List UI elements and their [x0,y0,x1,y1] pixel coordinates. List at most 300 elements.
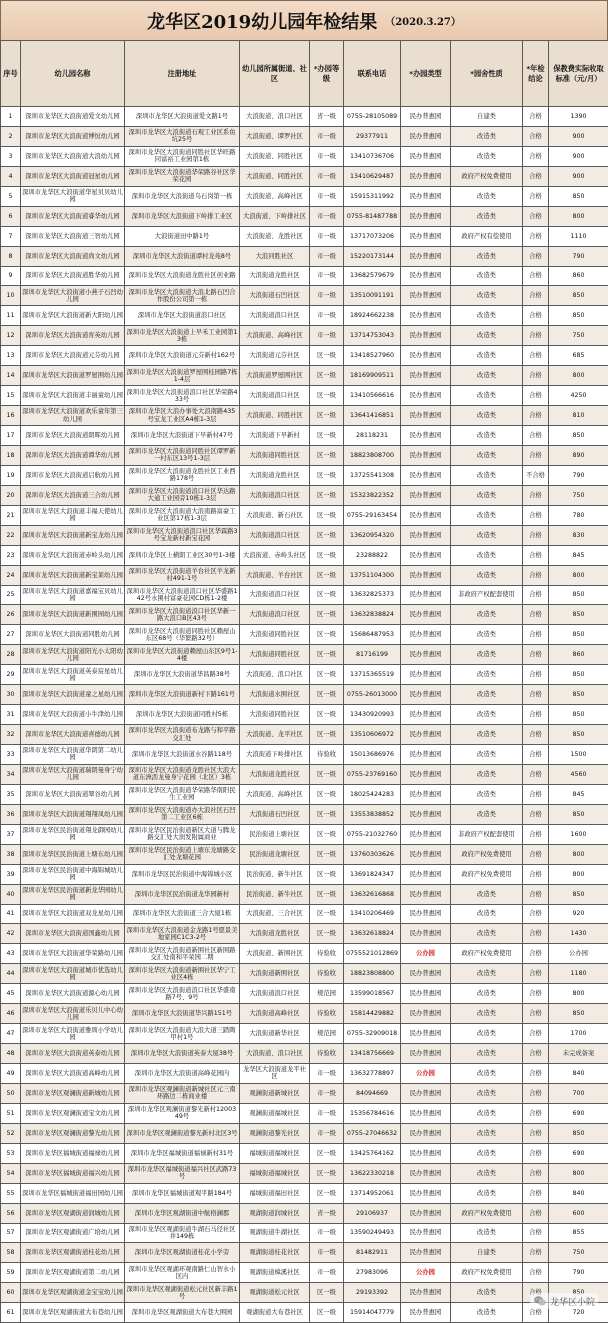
cell-type: 民办普惠园 [401,745,451,765]
cell-index: 18 [1,445,21,465]
cell-level: 区一级 [310,804,344,824]
cell-result: 合格 [523,924,549,944]
cell-street-community: 大浪街道新围社区 [240,964,310,984]
cell-street-community: 大浪街道、下岭排社区 [240,206,310,226]
cell-index: 36 [1,804,21,824]
table-row [1,1004,608,1024]
cell-address: 深圳市龙华区大浪街道浪口社区 [125,306,240,326]
cell-kindergarten-name: 深圳市龙华区大浪街道翠谷幼儿园 [21,784,125,804]
cell-fee: 1600 [549,824,608,844]
cell-phone: 13425764162 [344,1143,401,1163]
cell-type: 民办普惠园 [401,904,451,924]
cell-index: 53 [1,1143,21,1163]
cell-index: 21 [1,505,21,525]
cell-property: 改造类 [451,904,523,924]
cell-street-community: 大浪街道、同胜社区 [240,146,310,166]
cell-kindergarten-name: 深圳市龙华区大浪街道小燕子石凹幼儿园 [21,286,125,306]
cell-property: 改造类 [451,804,523,824]
cell-kindergarten-name: 深圳市龙华区大浪街道新围园幼儿园 [21,605,125,625]
cell-type: 民办普惠园 [401,984,451,1004]
cell-street-community: 大浪街道、谭罗社区 [240,126,310,146]
cell-index: 14 [1,366,21,386]
cell-street-community: 大浪街道石凹社区 [240,286,310,306]
cell-level: 市一级 [310,226,344,246]
cell-property: 改造类 [451,1163,523,1183]
cell-phone: 13632825373 [344,585,401,605]
cell-index: 10 [1,286,21,306]
cell-index: 25 [1,585,21,605]
cell-phone: 13714952061 [344,1183,401,1203]
cell-property: 政府产权有偿使用 [451,226,523,246]
cell-property: 改造类 [451,745,523,765]
cell-address: 深圳市龙华区大浪街道赖屋山东区9号1-4楼 [125,645,240,665]
cell-address: 深圳市龙华区民治街道龙华园新村 [125,884,240,904]
cell-street-community: 大浪街道浪口社区 [240,984,310,1004]
table-row [1,585,608,605]
cell-kindergarten-name: 深圳市龙华区民治街道中海锦城幼儿园 [21,864,125,884]
cell-level: 待验收 [310,1044,344,1064]
cell-index: 51 [1,1103,21,1123]
cell-kindergarten-name: 深圳市龙华区观澜街道新城幼儿园 [21,1083,125,1103]
cell-street-community: 大浪街道浪口社区 [240,485,310,505]
cell-street-community: 观湖街道桂花社区 [240,1243,310,1263]
cell-level: 区一级 [310,705,344,725]
cell-kindergarten-name: 深圳市龙华区大浪街道育英幼儿园 [21,326,125,346]
table-row [1,386,608,406]
cell-street-community: 民治街道、新牛社区 [240,884,310,904]
cell-kindergarten-name: 深圳市龙华区观湖街道润城幼儿园 [21,1203,125,1223]
cell-level: 市一级 [310,246,344,266]
cell-kindergarten-name: 深圳市龙华区观湖街道大布巷幼儿园 [21,1303,125,1323]
cell-kindergarten-name: 深圳市龙华区大浪街道高峰幼儿园 [21,1064,125,1084]
cell-phone: 13590249493 [344,1223,401,1243]
cell-phone: 13410206469 [344,904,401,924]
cell-fee: 850 [549,186,608,206]
cell-street-community: 观澜街道黎光社区 [240,1123,310,1143]
cell-fee: 700 [549,1083,608,1103]
cell-fee: 850 [549,625,608,645]
cell-fee: 850 [549,286,608,306]
cell-kindergarten-name: 深圳市龙华区观湖街道第二幼儿园 [21,1263,125,1283]
cell-fee: 750 [549,1243,608,1263]
cell-street-community: 大浪街道龙胜社区 [240,465,310,485]
cell-kindergarten-name: 深圳市龙华区大浪街道启航幼儿园 [21,465,125,485]
cell-result: 合格 [523,625,549,645]
cell-phone: 13632778897 [344,1064,401,1084]
cell-index: 39 [1,864,21,884]
cell-street-community: 大浪街道同胜社区 [240,445,310,465]
cell-fee: 840 [549,1064,608,1084]
cell-level: 省一级 [310,1203,344,1223]
cell-index: 52 [1,1123,21,1143]
cell-property: 改造类 [451,984,523,1004]
table-row [1,964,608,984]
cell-index: 41 [1,904,21,924]
cell-level: 市一级 [310,266,344,286]
cell-fee: 800 [549,366,608,386]
cell-property: 政府产权免费使用 [451,166,523,186]
cell-fee: 750 [549,485,608,505]
cell-type: 民办普惠园 [401,1303,451,1323]
cell-type: 民办普惠园 [401,1183,451,1203]
cell-address: 深圳市龙华区大浪街道新围社区华宁工业区4栋 [125,964,240,984]
cell-result: 合格 [523,864,549,884]
cell-level: 市一级 [310,326,344,346]
cell-street-community: 大浪同胜社区 [240,246,310,266]
cell-phone: 15914047779 [344,1303,401,1323]
cell-type: 民办普惠园 [401,1004,451,1024]
cell-index: 43 [1,944,21,964]
cell-fee: 850 [549,685,608,705]
cell-phone: 13751104300 [344,565,401,585]
cell-address: 深圳市龙华区大浪街道布龙路与和平路交汇处 [125,725,240,745]
publish-date: （2020.3.27） [385,13,461,28]
cell-property: 改造类 [451,346,523,366]
cell-property: 改造类 [451,266,523,286]
cell-result: 合格 [523,1044,549,1064]
table-row [1,346,608,366]
cell-level: 待验收 [310,944,344,964]
table-row [1,1243,608,1263]
cell-fee: 800 [549,1163,608,1183]
cell-result: 合格 [523,1004,549,1024]
cell-level: 区一级 [310,465,344,485]
cell-phone: 13510091191 [344,286,401,306]
cell-address: 深圳市龙华区大浪街道下早新村47号 [125,426,240,446]
cell-level: 待验收 [310,745,344,765]
cell-kindergarten-name: 深圳市龙华区大浪街道新大阳幼儿园 [21,306,125,326]
cell-fee: 900 [549,126,608,146]
table-row [1,665,608,685]
cell-street-community: 民治街道上塘社区 [240,824,310,844]
cell-index: 3 [1,146,21,166]
cell-index: 16 [1,406,21,426]
cell-index: 5 [1,186,21,206]
cell-result: 合格 [523,226,549,246]
cell-type: 民办普惠园 [401,107,451,127]
cell-kindergarten-name: 深圳市龙华区大浪街道谭华幼儿园 [21,445,125,465]
cell-result: 合格 [523,964,549,984]
header-type: *办园类型 [401,41,451,107]
cell-address: 深圳市龙华区大浪街道浪口社区华盛南路7号、9号 [125,984,240,1004]
cell-type: 民办普惠园 [401,565,451,585]
cell-street-community: 福城街道福田社区 [240,1183,310,1203]
cell-index: 37 [1,824,21,844]
cell-property: 改造类 [451,286,523,306]
cell-phone: 29193392 [344,1283,401,1303]
cell-address: 深圳市龙华区大浪街道元芬新村162号 [125,346,240,366]
table-row [1,1183,608,1203]
cell-result: 合格 [523,605,549,625]
cell-level: 市一级 [310,166,344,186]
cell-address: 深圳市龙华区大浪街道办大浪社区石凹第二工业区6栋 [125,804,240,824]
cell-kindergarten-name: 深圳市龙华区福城街道福禄幼儿园 [21,1143,125,1163]
cell-type: 民办普惠园 [401,1024,451,1044]
cell-phone: 0755-81487788 [344,206,401,226]
header-street-community: 幼儿园所属街道、社区 [240,41,310,107]
cell-fee: 850 [549,426,608,446]
cell-fee: 1390 [549,107,608,127]
cell-fee: 850 [549,605,608,625]
cell-street-community: 大浪街道龙胜社区 [240,924,310,944]
cell-type: 民办普惠园 [401,1203,451,1223]
cell-kindergarten-name: 深圳市龙华区福城街道福田园幼儿园 [21,1183,125,1203]
cell-result: 合格 [523,1243,549,1263]
cell-street-community: 大浪街道水围社区 [240,685,310,705]
cell-result: 合格 [523,426,549,446]
table-row [1,685,608,705]
cell-kindergarten-name: 深圳市龙华区大浪街道尚文幼儿园 [21,246,125,266]
cell-address: 深圳市龙华区民治街道新区大道与腾龙路交汇处大润发附属商业 [125,824,240,844]
cell-street-community: 观湖街道牛湖社区 [240,1223,310,1243]
cell-property: 改造类 [451,386,523,406]
cell-kindergarten-name: 深圳市龙华区大浪街道英泰幼儿园 [21,1044,125,1064]
cell-result: 合格 [523,784,549,804]
cell-fee: 1110 [549,226,608,246]
cell-kindergarten-name: 深圳市龙华区大浪街道国鑫幼儿园 [21,924,125,944]
cell-kindergarten-name: 深圳市龙华区大浪街道欢乐童年第三幼儿园 [21,406,125,426]
cell-result: 合格 [523,984,549,1004]
cell-level: 区一级 [310,545,344,565]
cell-level: 市一级 [310,126,344,146]
cell-property: 改造类 [451,605,523,625]
cell-address: 深圳市龙华区大浪街道龙胜社区创业路 [125,266,240,286]
cell-result: 合格 [523,1064,549,1084]
cell-address: 深圳市龙华区大浪街道浪口社区华荣路433号 [125,386,240,406]
cell-property: 改造类 [451,764,523,784]
cell-property: 改造类 [451,705,523,725]
cell-kindergarten-name: 深圳市龙华区大浪街道大浪幼儿园 [21,146,125,166]
cell-fee: 未完成备案 [549,1044,608,1064]
cell-kindergarten-name: 深圳市龙华区大浪街道阳光小太阳幼儿园 [21,645,125,665]
cell-type: 民办普惠园 [401,485,451,505]
cell-level: 区一级 [310,525,344,545]
cell-phone: 13691824347 [344,864,401,884]
cell-property: 改造类 [451,426,523,446]
cell-street-community: 大浪街道、高峰社区 [240,326,310,346]
cell-type: 民办普惠园 [401,445,451,465]
cell-property: 改造类 [451,1283,523,1303]
cell-kindergarten-name: 深圳市龙华区大浪街道赤岭头幼儿园 [21,545,125,565]
table-row [1,226,608,246]
cell-phone: 0755-21032760 [344,824,401,844]
cell-phone: 15814429882 [344,1004,401,1024]
cell-result: 合格 [523,764,549,784]
cell-kindergarten-name: 深圳市龙华区福城街道福兴幼儿园 [21,1163,125,1183]
cell-fee: 800 [549,565,608,585]
cell-street-community: 大浪街道浪口社区 [240,306,310,326]
cell-property: 改造类 [451,366,523,386]
cell-phone: 29377911 [344,126,401,146]
cell-fee: 855 [549,1223,608,1243]
cell-level: 区一级 [310,346,344,366]
cell-address: 深圳市龙华区大浪街道高峰花园内 [125,1064,240,1084]
cell-street-community: 观澜街道福城社区 [240,1103,310,1123]
cell-property: 改造类 [451,1143,523,1163]
cell-result: 合格 [523,186,549,206]
cell-result: 合格 [523,1083,549,1103]
cell-phone: 13717073206 [344,226,401,246]
cell-kindergarten-name: 深圳市龙华区大浪街道胜华幼儿园 [21,266,125,286]
cell-result: 合格 [523,1303,549,1323]
table-row [1,126,608,146]
cell-phone: 13410566616 [344,386,401,406]
cell-level: 市一级 [310,286,344,306]
cell-property: 改造类 [451,186,523,206]
header-name: 幼儿园名称 [21,41,125,107]
cell-level: 区一级 [310,585,344,605]
cell-street-community: 大浪街道、新石社区 [240,505,310,525]
table-row [1,804,608,824]
cell-property: 改造类 [451,1024,523,1044]
cell-street-community: 大浪街道浪口社区 [240,525,310,545]
cell-result: 合格 [523,1263,549,1283]
cell-address: 深圳市龙华区大浪街道华荣路谷社区华荣花园 [125,166,240,186]
cell-kindergarten-name: 深圳市龙华区大浪街道喜德幼儿园 [21,725,125,745]
cell-phone: 23288822 [344,545,401,565]
cell-address: 深圳市龙华区大浪办事处大浪南路435号宝龙工业区A4栋1-3层 [125,406,240,426]
cell-level: 市一级 [310,1064,344,1084]
cell-property: 政府产权免费使用 [451,844,523,864]
cell-type: 民办普惠园 [401,1243,451,1263]
cell-type: 民办普惠园 [401,924,451,944]
cell-type: 民办普惠园 [401,465,451,485]
table-row [1,485,608,505]
cell-type: 公办园 [401,1263,451,1283]
table-body [1,107,608,1323]
cell-property: 改造类 [451,326,523,346]
cell-address: 深圳市龙华区大浪街道爱文路1号 [125,107,240,127]
cell-level: 市一级 [310,186,344,206]
cell-result: 合格 [523,904,549,924]
table-row [1,166,608,186]
cell-result: 合格 [523,146,549,166]
cell-property: 自建类 [451,1243,523,1263]
table-row [1,246,608,266]
cell-fee: 4250 [549,386,608,406]
table-row [1,1143,608,1163]
cell-type: 民办普惠园 [401,426,451,446]
cell-fee: 850 [549,665,608,685]
table-row [1,645,608,665]
cell-result: 合格 [523,306,549,326]
cell-property: 自建类 [451,107,523,127]
cell-phone: 13760303626 [344,844,401,864]
cell-property: 改造类 [451,545,523,565]
cell-result: 合格 [523,445,549,465]
cell-type: 民办普惠园 [401,1123,451,1143]
cell-street-community: 大浪街道龙胜社区 [240,266,310,286]
table-row [1,1203,608,1223]
table-row [1,1163,608,1183]
table-row [1,984,608,1004]
cell-result: 合格 [523,705,549,725]
cell-phone: 13632616868 [344,884,401,904]
cell-kindergarten-name: 深圳市龙华区大浪街道三智幼儿园 [21,226,125,246]
cell-address: 深圳市龙华区大浪街道浪口社区华霖路3号宝龙新村新宝花园 [125,525,240,545]
cell-property: 改造类 [451,1044,523,1064]
cell-kindergarten-name: 深圳市龙华区大浪街道博恒幼儿园 [21,126,125,146]
cell-index: 8 [1,246,21,266]
cell-fee: 920 [549,904,608,924]
table-row [1,465,608,485]
cell-address: 深圳市龙华区大浪街道罗屋围桂园路7栋1-4层 [125,366,240,386]
cell-street-community: 大浪街道、同胜社区 [240,406,310,426]
cell-type: 民办普惠园 [401,1083,451,1103]
cell-fee: 900 [549,146,608,166]
cell-type: 民办普惠园 [401,505,451,525]
cell-phone: 0755-27046632 [344,1123,401,1143]
table-row [1,944,608,964]
cell-phone: 13632838824 [344,605,401,625]
cell-result: 合格 [523,206,549,226]
cell-level: 市一级 [310,1083,344,1103]
cell-property: 改造类 [451,306,523,326]
cell-address: 深圳市龙华区大浪街道上早禾工业园第13栋 [125,326,240,346]
cell-type: 民办普惠园 [401,346,451,366]
cell-level: 市一级 [310,146,344,166]
cell-property: 改造类 [451,1083,523,1103]
cell-property: 改造类 [451,406,523,426]
cell-level: 市一级 [310,1243,344,1263]
cell-phone: 13620954320 [344,525,401,545]
cell-phone: 13510606972 [344,725,401,745]
cell-type: 民办普惠园 [401,1223,451,1243]
cell-index: 32 [1,725,21,745]
cell-type: 公办园 [401,944,451,964]
cell-level: 区一级 [310,406,344,426]
cell-phone: 13599018567 [344,984,401,1004]
cell-phone: 13641416851 [344,406,401,426]
cell-index: 27 [1,625,21,645]
cell-fee: 850 [549,804,608,824]
cell-kindergarten-name: 深圳市龙华区观湖街道广培幼儿园 [21,1223,125,1243]
cell-index: 38 [1,844,21,864]
cell-address: 深圳市龙华区观湖环观南路仁山智水小区内 [125,1263,240,1283]
table-row [1,625,608,645]
cell-type: 民办普惠园 [401,645,451,665]
cell-phone: 81716199 [344,645,401,665]
cell-kindergarten-name: 深圳市龙华区大浪街道英泰宸星幼儿园 [21,665,125,685]
cell-type: 民办普惠园 [401,1103,451,1123]
cell-type: 民办普惠园 [401,166,451,186]
cell-phone: 15323822352 [344,485,401,505]
cell-index: 15 [1,386,21,406]
cell-fee: 690 [549,1103,608,1123]
cell-fee: 845 [549,545,608,565]
table-row [1,206,608,226]
cell-level: 区一级 [310,605,344,625]
table-row [1,1303,608,1323]
cell-kindergarten-name: 深圳市龙华区大浪街道三合幼儿园 [21,485,125,505]
cell-level: 省一级 [310,107,344,127]
cell-result: 合格 [523,1223,549,1243]
cell-level: 规范园 [310,984,344,1004]
cell-address: 深圳市龙华区观湖街道大布巷大围园 [125,1303,240,1323]
table-row [1,764,608,784]
cell-result: 合格 [523,565,549,585]
cell-index: 34 [1,764,21,784]
cell-kindergarten-name: 深圳市龙华区大浪街道小牛津幼儿园 [21,705,125,725]
cell-kindergarten-name: 深圳市龙华区民治街道新龙华园幼儿园 [21,884,125,904]
cell-result: 合格 [523,665,549,685]
cell-street-community: 观澜街道新城社区 [240,1083,310,1103]
cell-phone: 18823808700 [344,445,401,465]
cell-type: 民办普惠园 [401,406,451,426]
table-row [1,326,608,346]
cell-type: 民办普惠园 [401,964,451,984]
table-row [1,705,608,725]
